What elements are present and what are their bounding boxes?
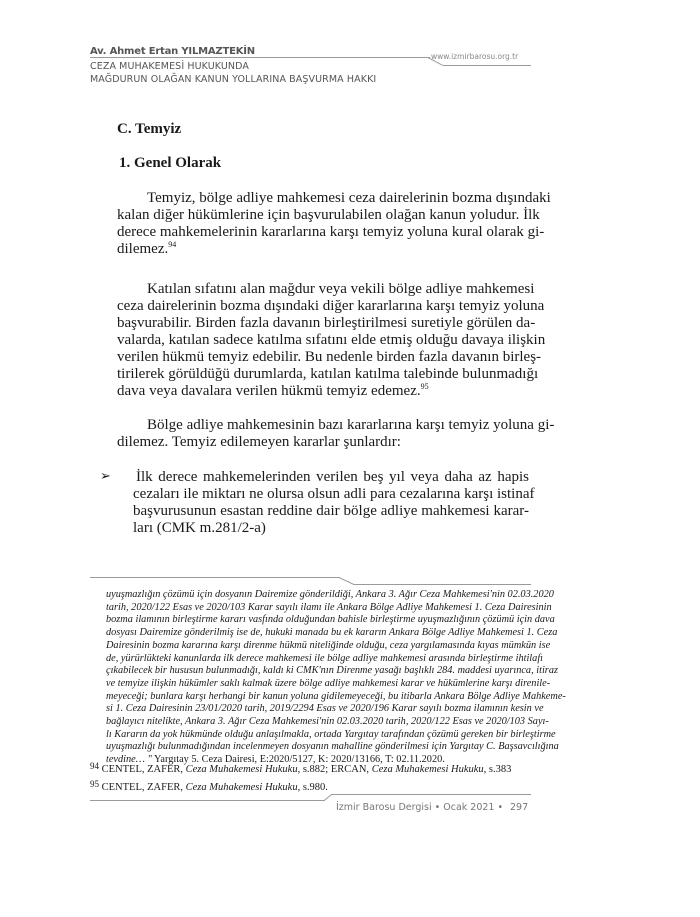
footnote-title: Ceza Muhakemesi Hukuku	[185, 782, 298, 793]
header-rule	[90, 57, 430, 58]
footnote-rule	[339, 577, 355, 585]
footnote-line: dosyası Dairemize gönderilmiş ise de, hukuki manada bu ek kararın Ankara Bölge Adliye Mahkemesi 1. Ceza	[106, 627, 558, 639]
footnote-text: , s.980.	[297, 782, 328, 793]
footnote-citation: Yargıtay 5. Ceza Dairesi, E:2020/5127, K: 2020/13166, T: 02.11.2020.	[151, 754, 445, 766]
text-line: verilen hükmü temyiz edebilir. Bu nedenle birden fazla davanın birleş-	[117, 349, 542, 365]
text-line: derece mahkemelerinin kararlarına karşı temyiz yoluna kural olarak gi-	[117, 224, 545, 240]
section-heading: C. Temyiz	[117, 121, 182, 137]
header-title-line2: MAĞDURUN OLAĞAN KANUN YOLLARINA BAŞVURMA HAKKI	[90, 74, 377, 85]
footnote-number: 95	[90, 779, 99, 789]
footnote-line: bağlayıcı nitelikte, Ankara 3. Ağır Ceza Mahkemesi'nin 02.03.2020 tarih, 2020/122 Esas ve 2020/103 Sayı-	[106, 716, 549, 728]
footnote-text: , s.882; ERCAN,	[297, 764, 372, 775]
text-line: ları (CMK m.281/2-a)	[133, 520, 266, 536]
footer-rule	[331, 794, 531, 795]
footnote-author: CENTEL, ZAFER,	[101, 782, 186, 793]
footnote-title: Ceza Muhakemesi Hukuku	[185, 764, 298, 775]
text-line: cezaları ile miktarı ne olursa olsun adli para cezalarına karşı istinaf	[133, 486, 535, 502]
text-line: kalan diğer hükümlerine için başvurulabilen olağan kanun yoludur. İlk	[117, 207, 540, 223]
footnote-line: çıkabilecek bir hususun bulunmadığı, kaldı ki CMK'nın Direnme yasağı başlıklı 284. maddesi uyarınca, itiraz	[106, 665, 558, 677]
bullet-item	[133, 469, 535, 537]
header-rule	[443, 65, 531, 66]
footer-rule	[324, 794, 332, 801]
footnote-line: ve temyize ilişkin hükümler saklı kalmak üzere bölge adliye mahkemesi karar ve hükümlerine karşı direnile-	[106, 677, 551, 689]
header-author: Av. Ahmet Ertan YILMAZTEKİN	[90, 46, 255, 57]
text-line-content: dilemez.	[117, 241, 169, 257]
footnote-ref[interactable]: 95	[420, 382, 429, 391]
text-line: valarda, katılan sadece katılma sıfatını elde etmiş olduğu davaya ilişkin	[117, 332, 546, 348]
text-line: Bölge adliye mahkemesinin bazı kararlarına karşı temyiz yoluna gi-	[147, 417, 555, 433]
text-line-content: dava veya davalara verilen hükmü temyiz edemez.	[117, 383, 421, 399]
header-url: www.izmirbarosu.org.tr	[431, 52, 519, 61]
footnote-ref[interactable]: 94	[168, 240, 177, 249]
footer-rule	[90, 800, 325, 801]
footnote-title: Ceza Muhakemesi Hukuku	[371, 764, 484, 775]
footnote-line: meyeceği; bunlara karşı herhangi bir kanun yoluna gidilemeyeceği, bu itibarla Ankara Bölge Adliye Mahkeme-	[106, 690, 566, 702]
text-line: Temyiz, bölge adliye mahkemesi ceza dairelerinin bozma dışındaki	[147, 190, 551, 206]
header-title-line1: CEZA MUHAKEMESİ HUKUKUNDA	[90, 61, 249, 72]
text-line: dilemez. Temyiz edilemeyen kararlar şunlardır:	[117, 434, 401, 450]
footnote-rule	[354, 584, 531, 585]
text-line: başvurabilir. Birden fazla davanın birleştirilmesi suretiyle görülen da-	[117, 315, 536, 331]
footnote-quote-end: tevdine… "	[106, 754, 152, 766]
footnote-line: Dairesinin bozma kararına karşı direnme hükmü niteliğinde olduğu, ceza yargılamasında kıyas mümkün ise	[106, 639, 551, 651]
footnote-line: bozma ilamının birleştirme kararı vasfında olduğundan bahisle birleştirme uyuşmazlığının çözümü için dava	[106, 614, 555, 626]
arrow-bullet-icon: ➢	[100, 468, 111, 483]
text-line: başvurusunun esastan reddine dair bölge adliye mahkemesi karar-	[133, 503, 529, 519]
footnote-author: CENTEL, ZAFER,	[101, 764, 186, 775]
paragraph-3	[117, 417, 555, 451]
paragraph-1	[117, 190, 551, 258]
footnote-line: tarih, 2020/122 Esas ve 2020/103 Karar sayılı ilamı ile Ankara Bölge Adliye Mahkemesi 1. Ceza Dairesinin	[106, 601, 552, 613]
footnote-continuation	[106, 589, 566, 767]
footnote-line: de, yürürlükteki kanunlarda ilk derece mahkemesi ile bölge adliye mahkemesi arasında birleştirme ihtilafı	[106, 652, 544, 664]
text-line	[117, 241, 529, 258]
footnote-line: uyuşmazlığı bulunmadığından incelenmeyen dosyanın mahalline gönderilmesi için Yargıtay C. Başsavcılığına	[106, 741, 559, 753]
footnote-line: si 1. Ceza Dairesinin 23/01/2020 tarih, 2019/2294 Esas ve 2020/196 Karar sayılı bozma ilamının kesin ve	[106, 703, 544, 715]
paragraph-2	[117, 281, 546, 400]
subsection-heading: 1. Genel Olarak	[119, 155, 222, 171]
text-line: tirilerek görüldüğü durumlarda, katılan katılma talebinde bulunmadığı	[117, 366, 539, 382]
text-line: Katılan sıfatını alan mağdur veya vekili bölge adliye mahkemesi	[147, 281, 535, 297]
text-line	[117, 383, 529, 400]
text-line: ceza dairelerinin bozma dışındaki diğer kararlarına karşı temyiz yoluna	[117, 298, 545, 314]
page-number: 297	[510, 802, 529, 813]
footnote-text: , s.383	[483, 764, 512, 775]
footnote-rule	[90, 577, 340, 578]
footnote-94	[90, 761, 512, 775]
footnote-line: uyuşmazlığın çözümü için dosyanın Dairemize gönderildiği, Ankara 3. Ağır Ceza Mahkemesi'nin 02.03.2020	[106, 589, 554, 600]
text-line: İlk derece mahkemelerinden verilen beş yıl veya daha az hapis	[136, 469, 529, 485]
footnote-95	[90, 779, 328, 793]
footnote-line: lı Kararın da yok hükmünde olduğu anlaşılmakla, ortada Yargıtay tarafından çözümü gereken bir birleştirme	[106, 728, 556, 740]
footer-journal: İzmir Barosu Dergisi • Ocak 2021 •	[336, 802, 504, 813]
footnote-number: 94	[90, 761, 99, 771]
